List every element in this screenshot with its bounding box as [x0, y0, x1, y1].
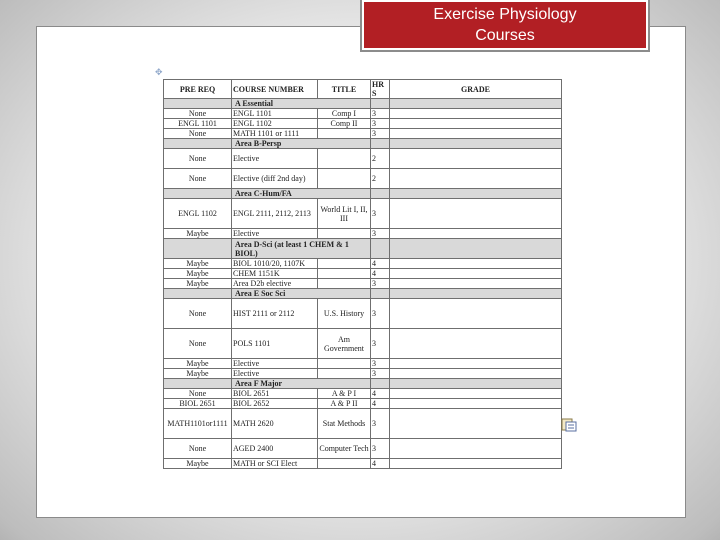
area-row	[164, 99, 562, 109]
prereq-cell: Maybe	[164, 229, 232, 239]
course-cell: MATH 1101 or 1111	[232, 129, 318, 139]
prereq-cell: Maybe	[164, 459, 232, 469]
table-row	[164, 329, 562, 359]
prereq-cell: MATH1101or1111	[164, 409, 232, 439]
area-label: Area B-Persp	[232, 139, 371, 149]
course-cell: POLS 1101	[232, 329, 318, 359]
area-row	[164, 189, 562, 199]
hours-cell: 3	[371, 439, 390, 459]
table-row	[164, 439, 562, 459]
title-cell: Am Government	[318, 329, 371, 359]
area-row	[164, 139, 562, 149]
prereq-cell: None	[164, 129, 232, 139]
table-row	[164, 259, 562, 269]
course-cell: Elective	[232, 229, 318, 239]
title-cell	[318, 279, 371, 289]
course-cell: Elective	[232, 149, 318, 169]
title-line-2: Courses	[475, 27, 535, 44]
table-row	[164, 119, 562, 129]
hours-cell: 3	[371, 359, 390, 369]
table-row	[164, 279, 562, 289]
course-cell: CHEM 1151K	[232, 269, 318, 279]
hours-cell: 2	[371, 169, 390, 189]
area-row	[164, 239, 562, 259]
prereq-cell: None	[164, 149, 232, 169]
title-cell: A & P II	[318, 399, 371, 409]
course-cell: Elective (diff 2nd day)	[232, 169, 318, 189]
hours-cell: 3	[371, 109, 390, 119]
area-row	[164, 289, 562, 299]
table-row	[164, 399, 562, 409]
hours-cell: 2	[371, 149, 390, 169]
table-row	[164, 229, 562, 239]
grade-cell	[390, 199, 562, 229]
course-cell: MATH or SCI Elect	[232, 459, 318, 469]
grade-cell	[390, 129, 562, 139]
table-row	[164, 369, 562, 379]
grade-cell	[390, 149, 562, 169]
title-cell	[318, 369, 371, 379]
hours-cell: 4	[371, 389, 390, 399]
prereq-cell: Maybe	[164, 369, 232, 379]
hours-cell: 4	[371, 259, 390, 269]
slide-title	[362, 0, 648, 50]
hours-cell: 3	[371, 409, 390, 439]
hours-cell: 4	[371, 459, 390, 469]
paste-options-icon[interactable]	[561, 418, 577, 432]
area-row	[164, 379, 562, 389]
hours-cell: 3	[371, 199, 390, 229]
grade-cell	[390, 269, 562, 279]
header-title: TITLE	[318, 80, 371, 99]
hours-cell: 3	[371, 369, 390, 379]
title-cell	[318, 129, 371, 139]
grade-cell	[390, 399, 562, 409]
course-cell: ENGL 2111, 2112, 2113	[232, 199, 318, 229]
course-cell: ENGL 1102	[232, 119, 318, 129]
table-row	[164, 299, 562, 329]
table-row	[164, 129, 562, 139]
table-row	[164, 389, 562, 399]
title-cell	[318, 459, 371, 469]
prereq-cell: None	[164, 299, 232, 329]
header-course-number: COURSE NUMBER	[232, 80, 318, 99]
table-row	[164, 459, 562, 469]
prereq-cell: Maybe	[164, 279, 232, 289]
grade-cell	[390, 369, 562, 379]
prereq-cell: None	[164, 169, 232, 189]
course-cell: Elective	[232, 369, 318, 379]
hours-cell: 3	[371, 129, 390, 139]
hours-cell: 3	[371, 279, 390, 289]
prereq-cell: Maybe	[164, 359, 232, 369]
title-cell: Comp II	[318, 119, 371, 129]
course-cell: AGED 2400	[232, 439, 318, 459]
table-row	[164, 269, 562, 279]
grade-cell	[390, 409, 562, 439]
prereq-cell: None	[164, 389, 232, 399]
hours-cell: 4	[371, 399, 390, 409]
area-label: Area C-Hum/FA	[232, 189, 371, 199]
course-cell: HIST 2111 or 2112	[232, 299, 318, 329]
title-cell	[318, 229, 371, 239]
course-cell: BIOL 2652	[232, 399, 318, 409]
table-row	[164, 109, 562, 119]
hours-cell: 3	[371, 329, 390, 359]
prereq-cell: Maybe	[164, 269, 232, 279]
title-cell	[318, 359, 371, 369]
course-cell: Area D2b elective	[232, 279, 318, 289]
table-row	[164, 409, 562, 439]
title-line-1: Exercise Physiology	[433, 6, 577, 23]
hours-cell: 3	[371, 229, 390, 239]
area-label: Area F Major	[232, 379, 371, 389]
title-cell	[318, 269, 371, 279]
prereq-cell: None	[164, 329, 232, 359]
table-header-row	[164, 80, 562, 99]
hours-cell: 4	[371, 269, 390, 279]
course-cell: BIOL 2651	[232, 389, 318, 399]
course-cell: BIOL 1010/20, 1107K	[232, 259, 318, 269]
grade-cell	[390, 389, 562, 399]
table-row	[164, 199, 562, 229]
grade-cell	[390, 259, 562, 269]
title-cell: World Lit I, II, III	[318, 199, 371, 229]
grade-cell	[390, 229, 562, 239]
grade-cell	[390, 299, 562, 329]
prereq-cell: ENGL 1102	[164, 199, 232, 229]
course-table-image	[163, 79, 561, 468]
title-cell: Computer Tech	[318, 439, 371, 459]
hours-cell: 3	[371, 119, 390, 129]
grade-cell	[390, 169, 562, 189]
grade-cell	[390, 279, 562, 289]
title-cell: Comp I	[318, 109, 371, 119]
header-prereq: PRE REQ	[164, 80, 232, 99]
prereq-cell: None	[164, 109, 232, 119]
grade-cell	[390, 459, 562, 469]
table-row	[164, 359, 562, 369]
title-cell: Stat Methods	[318, 409, 371, 439]
table-move-handle-icon[interactable]: ✥	[155, 67, 163, 77]
hours-cell: 3	[371, 299, 390, 329]
area-label: A Essential	[232, 99, 371, 109]
title-cell	[318, 259, 371, 269]
prereq-cell: None	[164, 439, 232, 459]
title-cell	[318, 149, 371, 169]
grade-cell	[390, 109, 562, 119]
grade-cell	[390, 329, 562, 359]
title-cell: U.S. History	[318, 299, 371, 329]
table-row	[164, 149, 562, 169]
course-cell: Elective	[232, 359, 318, 369]
grade-cell	[390, 119, 562, 129]
header-hours: HR S	[371, 80, 390, 99]
table-row	[164, 169, 562, 189]
course-table	[163, 79, 562, 469]
grade-cell	[390, 359, 562, 369]
header-grade: GRADE	[390, 80, 562, 99]
prereq-cell: ENGL 1101	[164, 119, 232, 129]
prereq-cell: BIOL 2651	[164, 399, 232, 409]
grade-cell	[390, 439, 562, 459]
prereq-cell: Maybe	[164, 259, 232, 269]
title-cell: A & P I	[318, 389, 371, 399]
title-cell	[318, 169, 371, 189]
course-cell: ENGL 1101	[232, 109, 318, 119]
course-cell: MATH 2620	[232, 409, 318, 439]
area-label: Area E Soc Sci	[232, 289, 371, 299]
area-label: Area D-Sci (at least 1 CHEM & 1 BIOL)	[232, 239, 371, 259]
